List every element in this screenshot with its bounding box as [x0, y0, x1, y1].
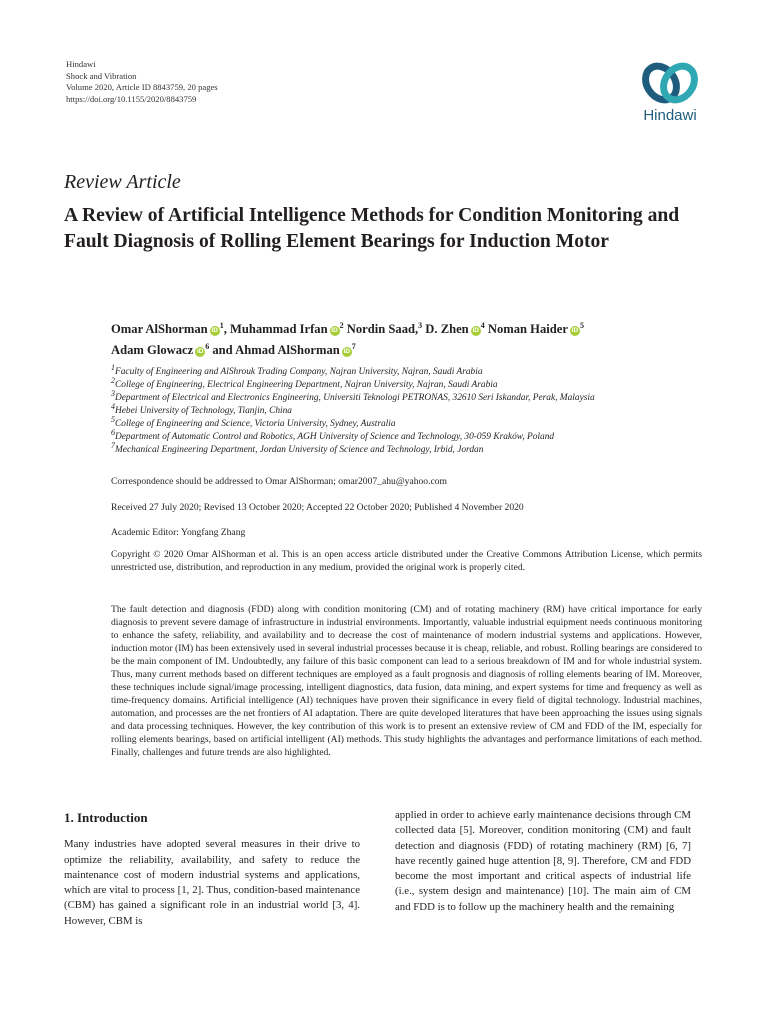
body-column-left [64, 808, 360, 929]
copyright-notice: Copyright © 2020 Omar AlShorman et al. This is an open access article distributed under the Creative Commons Attribution License, which permits unrestricted use, distribution, and reproduction in any medium, provided the original work is properly cited. [111, 549, 702, 573]
publisher-name: Hindawi [66, 59, 96, 69]
article-type: Review Article [64, 171, 181, 193]
dates-line: Received 27 July 2020; Revised 13 October 2020; Accepted 22 October 2020; Published 4 November 2020 [111, 502, 524, 513]
doi-link[interactable]: https://doi.org/10.1155/2020/8843759 [66, 93, 197, 104]
author[interactable]: Nordin Saad,$^3$ [346, 320, 423, 336]
affiliation: $^5$College of Engineering and Science, Victoria University, Sydney, Australia [111, 414, 396, 429]
author-list [111, 319, 711, 361]
orcid-icon[interactable]: iD [211, 327, 218, 334]
affiliation: $^3$Department of Electrical and Electronics Engineering, Universiti Teknologi PETRONAS, 32610 Seri Iskandar, Perak, Malaysia [111, 388, 595, 403]
affiliation: $^6$Department of Automatic Control and Robotics, AGH University of Science and Technology, 30-059 Kraków, Poland [111, 427, 555, 442]
academic-editor: Academic Editor: Yongfang Zhang [111, 527, 246, 538]
affiliation: $^7$Mechanical Engineering Department, Jordan University of Science and Technology, Irbid, Jordan [111, 440, 484, 455]
journal-name: Shock and Vibration [66, 70, 137, 81]
correspondence-line: Correspondence should be addressed to Omar AlShorman; omar2007_ahu@yahoo.com [111, 476, 448, 487]
orcid-icon[interactable]: iD [196, 348, 204, 355]
abstract: The fault detection and diagnosis (FDD) along with condition monitoring (CM) and of rotating machinery (RM) have critical importance for early diagnosis to prevent severe damage of infrastructure in industrial environments. Importantly, valuable industrial equipment needs continuous monitoring to enhance the safety, reliability, and availability and to decrease the cost of maintenance of modern industrial systems and applications. However, induction motor (IM) has been extensively used in several industrial processes because it is cheap, reliable, and robust. Rolling bearings are considered to be the main component of IM. Undoubtedly, any failure of this basic component can lead to a serious breakdown of IM and for whole industrial system. Thus, many current methods based on different techniques are employed as a fault prognosis and diagnosis of rolling elements bearing of IM. Moreover, these techniques include signal/image processing, intelligent diagnostics, data fusion, data mining, and expert systems for time and frequency as well as time-frequency domains. Artificial intelligence (AI) techniques have proven their significance in every field of digital technology. Industrial machines, automation, and processes are the net frontiers of AI adaptation. There are quite developed literatures that have been approaching the issues using signals and data processing techniques. However, the key contribution of this work is to present an extensive review of CM and FDD of the IM, especially for rolling elements bearings, based on artificial intelligent (AI) methods. This study highlights the advantages and performance limitations of each method. Finally, challenges and future trends are also highlighted. [111, 604, 702, 758]
author[interactable]: and Ahmad AlShorman $iD^7$ [212, 341, 356, 357]
author[interactable]: Noman Haider $iD^5$ [487, 320, 584, 336]
orcid-icon[interactable]: iD [343, 348, 350, 355]
affiliation: $^1$Faculty of Engineering and AlShrouk Trading Company, Najran University, Najran, Saudi Arabia [111, 362, 483, 377]
volume-line: Volume 2020, Article ID 8843759, 20 pages [66, 82, 218, 93]
hindawi-rings-icon [641, 58, 699, 108]
affiliation: $^2$College of Engineering, Electrical Engineering Department, Najran University, Najran, Saudi Arabia [111, 375, 498, 390]
journal-info [66, 59, 218, 105]
paper-title: A Review of Artificial Intelligence Methods for Condition Monitoring and Fault Diagnosis of Rolling Element Bearings for Induction Motor [64, 205, 680, 252]
orcid-icon[interactable]: iD [472, 327, 479, 334]
author[interactable]: D. Zhen $iD^4$ [425, 320, 485, 336]
author[interactable]: Adam Glowacz $iD^6$ [111, 341, 210, 357]
intro-paragraph: Many industries have adopted several measures in their drive to optimize the reliability, availability, and safety to reduce the maintenance cost of modern industrial systems and applications, which are vital to process [1, 2]. Thus, condition-based maintenance (CBM) has gained a significant role in an industrial world [3, 4]. However, CBM is [64, 838, 360, 927]
affiliation: $^4$Hebei University of Technology, Tianjin, China [111, 401, 292, 416]
intro-paragraph-continued: applied in order to achieve early maintenance decisions through CM collected data [5]. Moreover, condition monitoring (CM) and fault detection and diagnosis (FDD) of rotating machinery (RM) [6, 7] have recently gained huge attention [8, 9]. Therefore, CM and FDD become the most important and critical aspects of industrial life (i.e., system design and maintenance) [10]. The main aim of CM and FDD is to follow up the machinery health and the remaining [395, 809, 691, 913]
author[interactable]: Omar AlShorman $iD^1$, [111, 320, 230, 336]
logo-wordmark: Hindawi [643, 107, 697, 124]
body-column-right [395, 808, 691, 915]
orcid-icon[interactable]: iD [331, 327, 338, 334]
affiliation-list [111, 362, 711, 457]
section-heading: 1. Introduction [64, 810, 148, 825]
hindawi-logo [634, 58, 706, 132]
orcid-icon[interactable]: iD [571, 327, 579, 334]
author[interactable]: Muhammad Irfan $iD^2$ [229, 320, 344, 336]
